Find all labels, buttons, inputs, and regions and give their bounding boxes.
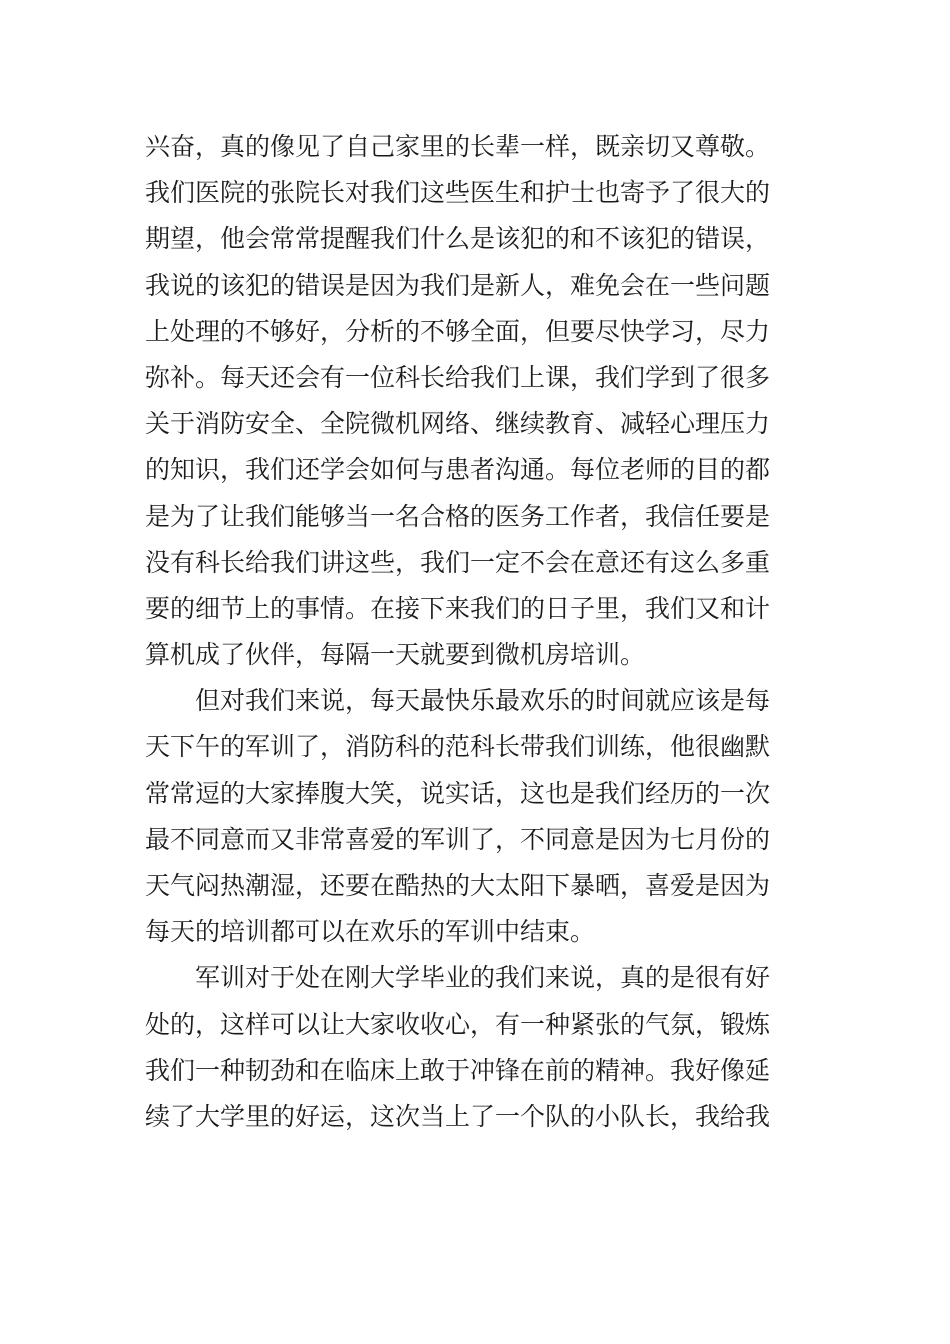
text-line: 天气闷热潮湿，还要在酷热的大太阳下暴晒，喜爱是因为 [145, 871, 771, 900]
text-line: 兴奋，真的像见了自己家里的长辈一样，既亲切又尊敬。 [145, 132, 771, 161]
text-line: 我们医院的张院长对我们这些医生和护士也寄予了很大的 [145, 178, 771, 208]
text-line: 关于消防安全、全院微机网络、继续教育、减轻心理压力 [145, 409, 771, 439]
text-line: 要的细节上的事情。在接下来我们的日子里，我们又和计 [145, 593, 771, 623]
paragraph-first-line: 但对我们来说，每天最快乐最欢乐的时间就应该是每 [195, 686, 771, 716]
text-line: 没有科长给我们讲这些，我们一定不会在意还有这么多重 [145, 547, 771, 577]
text-line: 续了大学里的好运，这次当上了一个队的小队长，我给我 [145, 1101, 771, 1131]
text-line: 上处理的不够好，分析的不够全面，但要尽快学习，尽力 [145, 316, 771, 346]
text-line: 我说的该犯的错误是因为我们是新人，难免会在一些问题 [145, 270, 771, 300]
text-line: 算机成了伙伴，每隔一天就要到微机房培训。 [145, 640, 646, 670]
body-text [145, 124, 810, 1140]
text-line: 是为了让我们能够当一名合格的医务工作者，我信任要是 [145, 501, 771, 531]
text-line: 每天的培训都可以在欢乐的军训中结束。 [145, 917, 596, 947]
text-line: 最不同意而又非常喜爱的军训了，不同意是因为七月份的 [145, 824, 771, 854]
text-line: 弥补。每天还会有一位科长给我们上课，我们学到了很多 [145, 362, 771, 392]
paragraph-first-line: 军训对于处在刚大学毕业的我们来说，真的是很有好 [195, 963, 771, 993]
text-line: 处的，这样可以让大家收收心，有一种紧张的气氛，锻炼 [145, 1009, 771, 1039]
text-line: 常常逗的大家捧腹大笑，说实话，这也是我们经历的一次 [145, 778, 771, 808]
text-line: 天下午的军训了，消防科的范科长带我们训练，他很幽默 [145, 732, 771, 762]
text-line: 我们一种韧劲和在临床上敢于冲锋在前的精神。我好像延 [145, 1055, 771, 1085]
text-line: 的知识，我们还学会如何与患者沟通。每位老师的目的都 [145, 455, 771, 485]
text-line: 期望，他会常常提醒我们什么是该犯的和不该犯的错误， [145, 224, 771, 254]
